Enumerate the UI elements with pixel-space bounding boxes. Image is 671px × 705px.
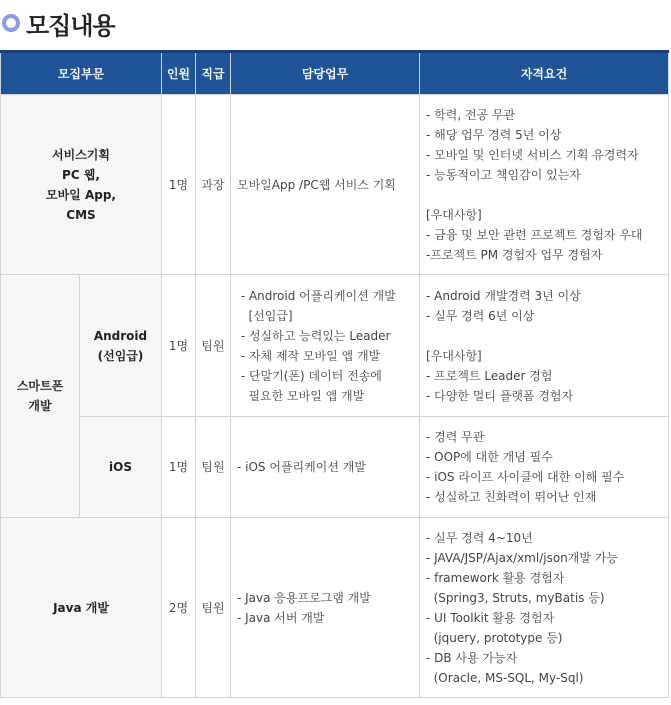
rank-cell: 과장 (196, 95, 231, 275)
text-line: - 성실하고 능력있는 Leader (237, 328, 391, 343)
text-line: - Java 응용프로그램 개발 (237, 590, 371, 605)
text-line: [우대사항] (426, 348, 482, 363)
header-count: 인원 (162, 52, 196, 95)
text-line: 개발 (28, 399, 52, 413)
text-line (426, 326, 667, 346)
dept-cell (80, 417, 162, 518)
text-line: iOS (109, 460, 132, 474)
header-duty: 담당업무 (231, 52, 420, 95)
dept-cell (1, 518, 162, 698)
dept-cell (80, 275, 162, 417)
text-line: [선임급] (237, 308, 293, 323)
table-row (1, 417, 669, 518)
text-line: - Java 서버 개발 (237, 610, 325, 625)
table-row (1, 95, 669, 275)
section-title: 모집내용 (26, 11, 115, 40)
text-line: - 경력 무관 (426, 430, 485, 444)
text-line: 모바일App /PC웹 서비스 기획 (237, 177, 396, 192)
text-line: - iOS 라이프 사이클에 대한 이해 필수 (426, 470, 625, 484)
qual-cell (420, 275, 669, 417)
text-line: 모바일 App, (46, 187, 116, 202)
count-cell: 1명 (162, 275, 196, 417)
text-line: -프로젝트 PM 경험자 업무 경험자 (426, 247, 603, 262)
text-line: (선임급) (97, 348, 144, 363)
text-line: PC 웹, (62, 167, 100, 182)
text-line: (Oracle, MS-SQL, My-Sql) (426, 670, 584, 685)
count-cell: 1명 (162, 95, 196, 275)
rank-cell: 팀원 (196, 518, 231, 698)
duty-cell (231, 417, 420, 518)
count-cell: 2명 (162, 518, 196, 698)
text-line: (Spring3, Struts, myBatis 등) (426, 590, 605, 605)
text-line: - DB 사용 가능자 (426, 650, 518, 665)
text-line: - 자체 제작 모바일 앱 개발 (237, 348, 381, 363)
text-line: - 능동적이고 책임감이 있는자 (426, 167, 581, 182)
qual-cell (420, 518, 669, 698)
table-row (1, 275, 669, 417)
text-line: - framework 활용 경험자 (426, 570, 565, 585)
text-line: - 금융 및 보안 관련 프로젝트 경험자 우대 (426, 227, 643, 242)
text-line: - 실무 경력 4~10년 (426, 530, 533, 545)
text-line: (jquery, prototype 등) (426, 630, 563, 645)
text-line: [우대사항] (426, 207, 482, 222)
text-line: - 모바일 및 인터넷 서비스 기획 유경력자 (426, 147, 639, 162)
text-line: CMS (66, 207, 96, 222)
text-line: 필요한 모바일 앱 개발 (237, 388, 365, 403)
header-rank: 직급 (196, 52, 231, 95)
text-line: - Android 어플리케이션 개발 (237, 288, 396, 303)
text-line: Java 개발 (53, 600, 109, 615)
qual-cell (420, 417, 669, 518)
text-line: - iOS 어플리케이션 개발 (237, 460, 366, 474)
dept-cell (1, 95, 162, 275)
text-line: - 다양한 멀티 플랫폼 경험자 (426, 388, 574, 403)
rank-cell: 팀원 (196, 417, 231, 518)
text-line (426, 185, 667, 205)
circle-bullet-icon (2, 14, 20, 32)
rank-cell: 팀원 (196, 275, 231, 417)
recruitment-table (0, 50, 669, 698)
text-line: - 프로젝트 Leader 경험 (426, 368, 553, 383)
duty-cell (231, 518, 420, 698)
text-line: - 성실하고 친화력이 뛰어난 인재 (426, 490, 597, 504)
count-cell: 1명 (162, 417, 196, 518)
header-dept: 모집부문 (1, 52, 162, 95)
text-line: Android (93, 328, 148, 343)
text-line: - 학력, 전공 무관 (426, 107, 516, 122)
section-heading (2, 6, 115, 40)
text-line: - JAVA/JSP/Ajax/xml/json개발 가능 (426, 550, 618, 565)
duty-cell (231, 95, 420, 275)
text-line: - Android 개발경력 3년 이상 (426, 288, 581, 303)
text-line: - 실무 경력 6년 이상 (426, 308, 535, 323)
table-row (1, 518, 669, 698)
text-line: - UI Toolkit 활용 경험자 (426, 610, 555, 625)
header-qual: 자격요건 (420, 52, 669, 95)
duty-cell (231, 275, 420, 417)
table-header-row (1, 52, 669, 95)
qual-cell (420, 95, 669, 275)
group-cell (1, 275, 80, 518)
text-line: 스마트폰 (16, 379, 64, 393)
text-line: - OOP에 대한 개념 필수 (426, 450, 553, 464)
text-line: - 해당 업무 경력 5년 이상 (426, 127, 562, 142)
text-line: 서비스기획 (52, 147, 110, 162)
text-line: - 단말기(폰) 데이터 전송에 (237, 368, 382, 383)
